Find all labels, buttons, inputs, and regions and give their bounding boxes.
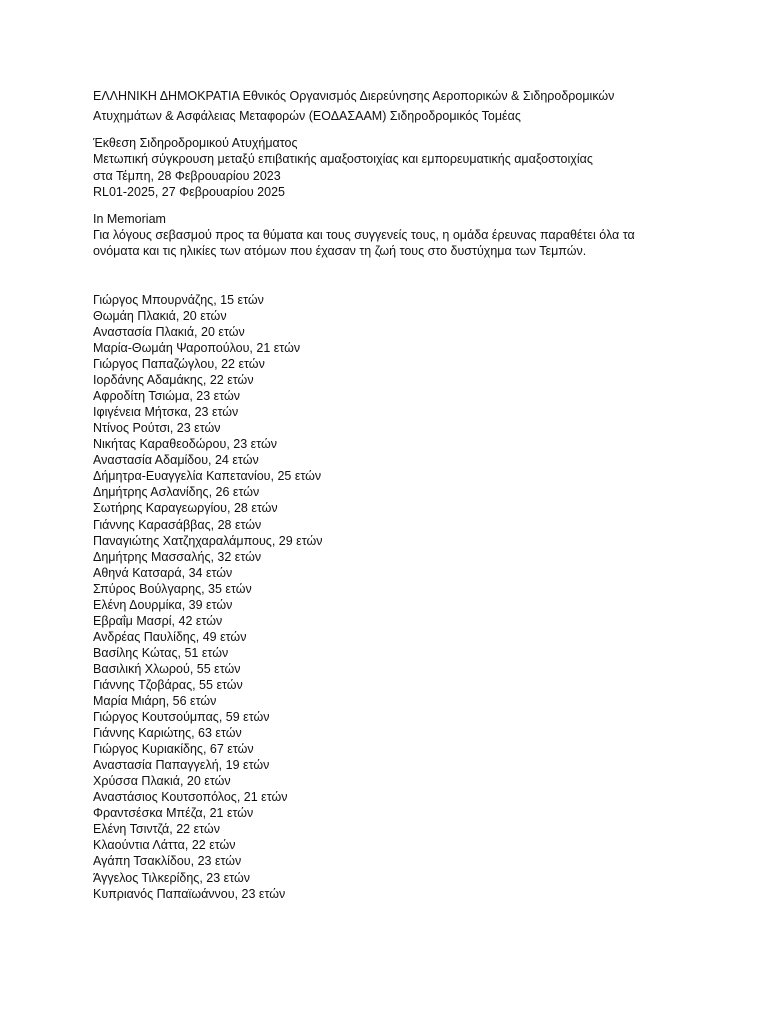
victim-entry: Κυπριανός Παπαϊωάννου, 23 ετών — [93, 886, 286, 901]
victim-entry: Παναγιώτης Χατζηχαραλάμπους, 29 ετών — [93, 533, 323, 548]
victim-entry: Θωμάη Πλακιά, 20 ετών — [93, 308, 227, 323]
victim-entry: Νικήτας Καραθεοδώρου, 23 ετών — [93, 437, 277, 452]
document-page — [93, 86, 743, 902]
report-reference: RL01-2025, 27 Φεβρουαρίου 2025 — [93, 185, 285, 200]
victim-entry: Ελένη Δουρμίκα, 39 ετών — [93, 597, 233, 612]
victim-entry: Ιορδάνης Αδαμάκης, 22 ετών — [93, 373, 254, 388]
victim-entry: Εβραΐμ Μασρί, 42 ετών — [93, 613, 223, 628]
report-subtitle: Μετωπική σύγκρουση μεταξύ επιβατικής αμαξοστοιχίας και εμπορευματικής αμαξοστοιχίας — [93, 152, 593, 167]
victim-entry: Γιάννης Καρασάββας, 28 ετών — [93, 517, 262, 532]
report-info — [93, 135, 743, 201]
victim-entry: Ιφιγένεια Μήτσκα, 23 ετών — [93, 405, 239, 420]
memoriam-text-line-2: ονόματα και τις ηλικίες των ατόμων που έχασαν τη ζωή τους στο δυστύχημα των Τεμπών. — [93, 244, 587, 259]
victim-entry: Ντίνος Ρούτσι, 23 ετών — [93, 421, 221, 436]
victim-entry: Δημήτρης Ασλανίδης, 26 ετών — [93, 485, 260, 500]
victim-entry: Άγγελος Τιλκερίδης, 23 ετών — [93, 870, 250, 885]
victim-entry: Βασιλική Χλωρού, 55 ετών — [93, 661, 241, 676]
report-location-date: στα Τέμπη, 28 Φεβρουαρίου 2023 — [93, 168, 281, 183]
victim-entry: Μαρία Μιάρη, 56 ετών — [93, 694, 217, 709]
header-line-1: ΕΛΛΗΝΙΚΗ ΔΗΜΟΚΡΑΤΙΑ Εθνικός Οργανισμός Διερεύνησης Αεροπορικών & Σιδηροδρομικών — [93, 89, 615, 103]
victim-entry: Φραντσέσκα Μπέζα, 21 ετών — [93, 806, 254, 821]
victim-entry: Γιώργος Παπαζώγλου, 22 ετών — [93, 357, 265, 372]
victim-entry: Γιάννης Καριώτης, 63 ετών — [93, 726, 242, 741]
header — [93, 86, 743, 126]
victim-entry: Δήμητρα-Ευαγγελία Καπετανίου, 25 ετών — [93, 469, 322, 484]
victim-entry: Αφροδίτη Τσιώμα, 23 ετών — [93, 389, 240, 404]
victim-entry: Αναστασία Αδαμίδου, 24 ετών — [93, 453, 259, 468]
victims-list — [93, 292, 743, 902]
memoriam-text-line-1: Για λόγους σεβασμού προς τα θύματα και τους συγγενείς τους, η ομάδα έρευνας παραθέτει όλα τα — [93, 228, 635, 243]
victim-entry: Αναστασία Πλακιά, 20 ετών — [93, 324, 245, 339]
victim-entry: Ελένη Τσιντζά, 22 ετών — [93, 822, 220, 837]
victim-entry: Μαρία-Θωμάη Ψαροπούλου, 21 ετών — [93, 340, 301, 355]
report-title: Έκθεση Σιδηροδρομικού Ατυχήματος — [93, 136, 298, 150]
victim-entry: Χρύσσα Πλακιά, 20 ετών — [93, 774, 231, 789]
victim-entry: Αναστάσιος Κουτσοπόλος, 21 ετών — [93, 790, 288, 805]
victim-entry: Αθηνά Κατσαρά, 34 ετών — [93, 565, 233, 580]
memoriam-section — [93, 211, 743, 260]
victim-entry: Βασίλης Κώτας, 51 ετών — [93, 645, 229, 660]
header-line-2: Ατυχημάτων & Ασφάλειας Μεταφορών (ΕΟΔΑΣΑΑΜ) Σιδηροδρομικός Τομέας — [93, 109, 521, 123]
victim-entry: Σπύρος Βούλγαρης, 35 ετών — [93, 581, 252, 596]
victim-entry: Γιώργος Κουτσούμπας, 59 ετών — [93, 710, 270, 725]
victim-entry: Κλαούντια Λάττα, 22 ετών — [93, 838, 236, 853]
victim-entry: Αγάπη Τσακλίδου, 23 ετών — [93, 854, 242, 869]
victim-entry: Γιώργος Κυριακίδης, 67 ετών — [93, 742, 254, 757]
victim-entry: Δημήτρης Μασσαλής, 32 ετών — [93, 549, 262, 564]
victim-entry: Αναστασία Παπαγγελή, 19 ετών — [93, 758, 270, 773]
victim-entry: Σωτήρης Καραγεωργίου, 28 ετών — [93, 501, 278, 516]
victim-entry: Γιάννης Τζοβάρας, 55 ετών — [93, 677, 243, 692]
victim-entry: Γιώργος Μπουρνάζης, 15 ετών — [93, 292, 264, 307]
memoriam-heading: In Memoriam — [93, 211, 166, 226]
victim-entry: Ανδρέας Παυλίδης, 49 ετών — [93, 629, 247, 644]
